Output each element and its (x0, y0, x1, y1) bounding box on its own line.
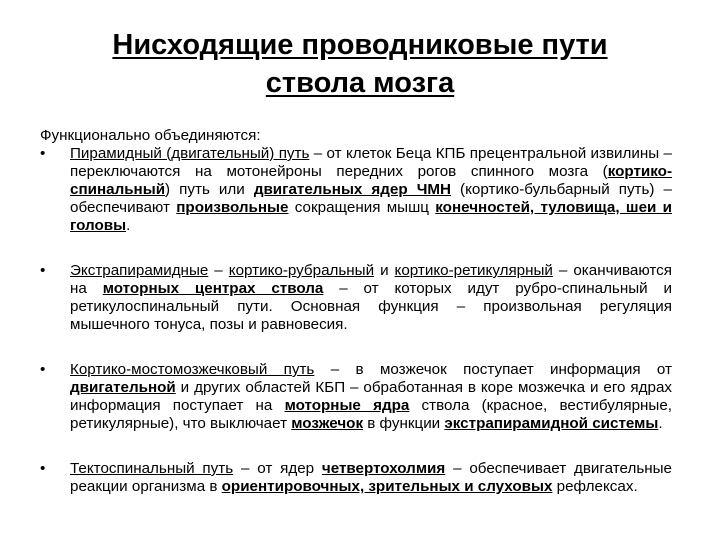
text-run: . (126, 217, 131, 234)
list-item-text (70, 262, 672, 333)
term-highlight: кортико-ретикулярный (394, 262, 553, 279)
term-highlight: кортико-спинальный (70, 163, 672, 198)
term-highlight: Тектоспинальный путь (70, 460, 234, 477)
text-run: – от клеток Беца КПБ прецентральной извилины – переключаются на мотонейроны передних рогов спинного мозга ( (70, 145, 672, 180)
term-highlight: экстрапирамидной системы (444, 415, 659, 432)
bullet-icon: • (40, 262, 46, 279)
text-run: – в мозжечок поступает информация от (314, 361, 672, 378)
text-run: рефлексах. (552, 478, 638, 495)
text-run: . (658, 415, 663, 432)
term-highlight: Пирамидный (двигательный) путь (70, 145, 310, 162)
term-highlight: моторных центрах ствола (102, 280, 324, 297)
text-run: – (208, 262, 229, 279)
text-run: – оканчиваются на (70, 262, 672, 297)
term-highlight: двигательных ядер ЧМН (253, 181, 451, 198)
list-item-cortico-ponto-cerebellar (40, 361, 672, 433)
text-run: – обеспечивает двигательные реакции организма в (70, 460, 672, 495)
text-run: и (374, 262, 395, 279)
term-highlight: кортико-рубральный (228, 262, 375, 279)
list-item-tectospinal (40, 460, 672, 496)
text-run: и других областей КБП – обработанная в коре мозжечка и его ядрах информация поступает на (70, 379, 672, 414)
text-run: (кортико-бульбарный путь) – обеспечивают (70, 181, 672, 216)
list-item-text (70, 361, 672, 432)
title-line-1: Нисходящие проводниковые пути (112, 29, 608, 61)
text-run: ) путь или (165, 181, 254, 198)
term-highlight: моторные ядра (284, 397, 410, 414)
term-highlight: Кортико-мостомозжечковый путь (70, 361, 315, 378)
term-highlight: четвертохолмия (321, 460, 446, 477)
term-highlight: Экстрапирамидные (70, 262, 209, 279)
term-highlight: двигательной (70, 379, 176, 396)
text-run: – от которых идут рубро-спинальный и ретикулоспинальный пути. Основная функция – произвольная регуляция мышечного тонуса, позы и равновесия. (70, 280, 672, 333)
list-item-extrapyramidal (40, 262, 672, 334)
slide-body (40, 127, 672, 496)
term-highlight: ориентировочных, зрительных и слуховых (221, 478, 553, 495)
term-highlight: конечностей, туловища, шеи и головы (70, 199, 672, 234)
text-run: в функции (363, 415, 445, 432)
slide-title (60, 26, 660, 102)
list-item-text (70, 460, 672, 495)
bullet-icon: • (40, 460, 46, 477)
text-run: – от ядер (233, 460, 322, 477)
bullet-icon: • (40, 145, 46, 162)
term-highlight: мозжечок (291, 415, 364, 432)
intro-text: Функционально объединяются: (40, 127, 261, 144)
list-item-pyramidal (40, 145, 672, 235)
title-line-2: ствола мозга (265, 67, 455, 99)
text-run: сокращения мышц (288, 199, 436, 216)
bullet-icon: • (40, 361, 46, 378)
term-highlight: произвольные (176, 199, 289, 216)
list-item-text (70, 145, 672, 234)
text-run: ствола (красное, вестибулярные, ретикулярные), что выключает (70, 397, 672, 432)
